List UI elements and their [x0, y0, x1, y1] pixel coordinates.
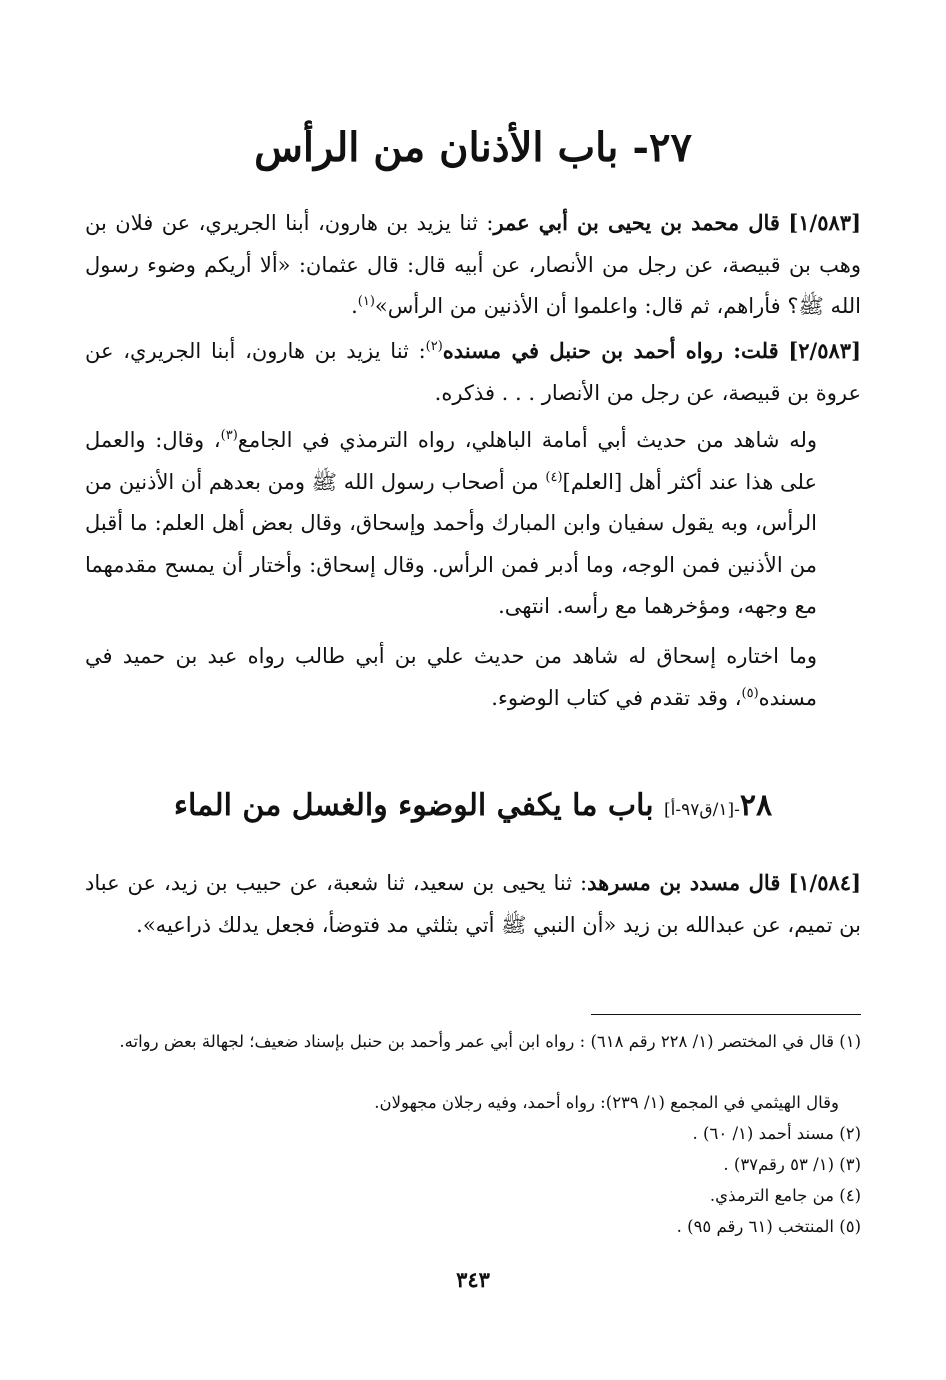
- shahid-text-a: وله شاهد من حديث أبي أمامة الباهلي، رواه الترمذي في الجامع: [237, 428, 818, 452]
- hadith-583-1-text: : ثنا يزيد بن هارون، أبنا الجريري، عن فلان بن وهب بن قبيصة، عن رجل من الأنصار، عن أبيه قال: قال عثمان: «ألا أريكم وضوء رسول الله ﷺ؟ فأراهم، ثم قال: واعلموا أن الأذنين من الرأس»: [85, 211, 861, 318]
- ishaq-paragraph: [85, 636, 861, 719]
- hadith-583-2-text: : ثنا يزيد بن هارون، أبنا الجريري، عن عروة بن قبيصة، عن رجل من الأنصار . . . فذكره.: [85, 339, 861, 405]
- hadith-583-2: [85, 330, 861, 414]
- hadith-584-1: [85, 862, 861, 946]
- chapter-28-manuscript-ref: -[١/ق٩٧-أ]: [664, 800, 740, 820]
- hadith-583-1-narrator: قال محمد بن يحيى بن أبي عمر: [493, 210, 780, 235]
- footnote-1: (١) قال في المختصر (١/ ٢٢٨ رقم ٦١٨) : رواه ابن أبي عمر وأحمد بن حنبل بإسناد ضعيف؛ لجهالة بعض رواته.: [119, 1032, 861, 1051]
- footnote-marker-1: (١): [357, 294, 375, 309]
- hadith-583-2-lead: قلت: رواه أحمد بن حنبل في مسنده: [442, 338, 779, 363]
- footnote-2: (٢) مسند أحمد (١/ ٦٠) .: [692, 1124, 861, 1143]
- chapter-28-title-text: باب ما يكفي الوضوء والغسل من الماء: [173, 788, 665, 823]
- hadith-584-1-narrator: قال مسدد بن مسرهد: [587, 870, 781, 895]
- chapter-27-title: ٢٧- باب الأذنان من الرأس: [254, 124, 692, 171]
- hadith-583-1-ref: [١/٥٨٣]: [788, 210, 861, 235]
- chapter-28-number: ٢٨: [739, 788, 773, 823]
- footnote-marker-3: (٣): [220, 428, 238, 443]
- footnote-marker-5: (٥): [741, 685, 759, 701]
- shahid-paragraph: [85, 420, 861, 628]
- ishaq-text-a: وما اختاره إسحاق له شاهد من حديث علي بن أبي طالب رواه عبد بن حميد في مسنده: [85, 644, 817, 710]
- footnote-4: (٤) من جامع الترمذي.: [709, 1186, 861, 1205]
- footnote-marker-2: (٢): [425, 339, 443, 354]
- chapter-28-title: [85, 778, 861, 838]
- ishaq-text-b: ، وقد تقدم في كتاب الوضوء.: [491, 685, 742, 710]
- hadith-583-2-ref: [٢/٥٨٣]: [788, 338, 861, 363]
- shahid-text-b: ، وقال: والعمل على هذا عند أكثر أهل [العلم]: [85, 428, 817, 494]
- hadith-583-1-end: .: [351, 294, 358, 318]
- footnote-3: (٣) (١/ ٥٣ رقم٣٧) .: [723, 1155, 861, 1174]
- footnote-divider: [591, 1014, 861, 1015]
- page-number: ٣٤٣: [456, 1267, 490, 1292]
- hadith-584-1-text: : ثنا يحيى بن سعيد، ثنا شعبة، عن حبيب بن زيد، عن عباد بن تميم، عن عبدالله بن زيد «أن النبي ﷺ أتي بثلثي مد فتوضأ، فجعل يدلك ذراعيه».: [85, 871, 861, 937]
- shahid-text-c: من أصحاب رسول الله ﷺ ومن بعدهم أن الأذنين من الرأس، وبه يقول سفيان وابن المبارك وأحمد وإسحاق، وقال بعض أهل العلم: ما أقبل من الأذنين فمن الوجه، وما أدبر فمن الرأس. وقال إسحاق: وأختار أن يمسح مقدمهما مع وجهه، ومؤخرهما مع رأسه. انتهى.: [85, 469, 817, 618]
- footnote-1-continued: وقال الهيثمي في المجمع (١/ ٢٣٩): رواه أحمد، وفيه رجلان مجهولان.: [374, 1093, 839, 1112]
- footnote-5: (٥) المنتخب (٦١ رقم ٩٥) .: [676, 1217, 861, 1236]
- footnote-marker-4: (٤): [545, 469, 563, 485]
- hadith-583-1: [85, 202, 861, 328]
- hadith-584-1-ref: [١/٥٨٤]: [788, 870, 861, 895]
